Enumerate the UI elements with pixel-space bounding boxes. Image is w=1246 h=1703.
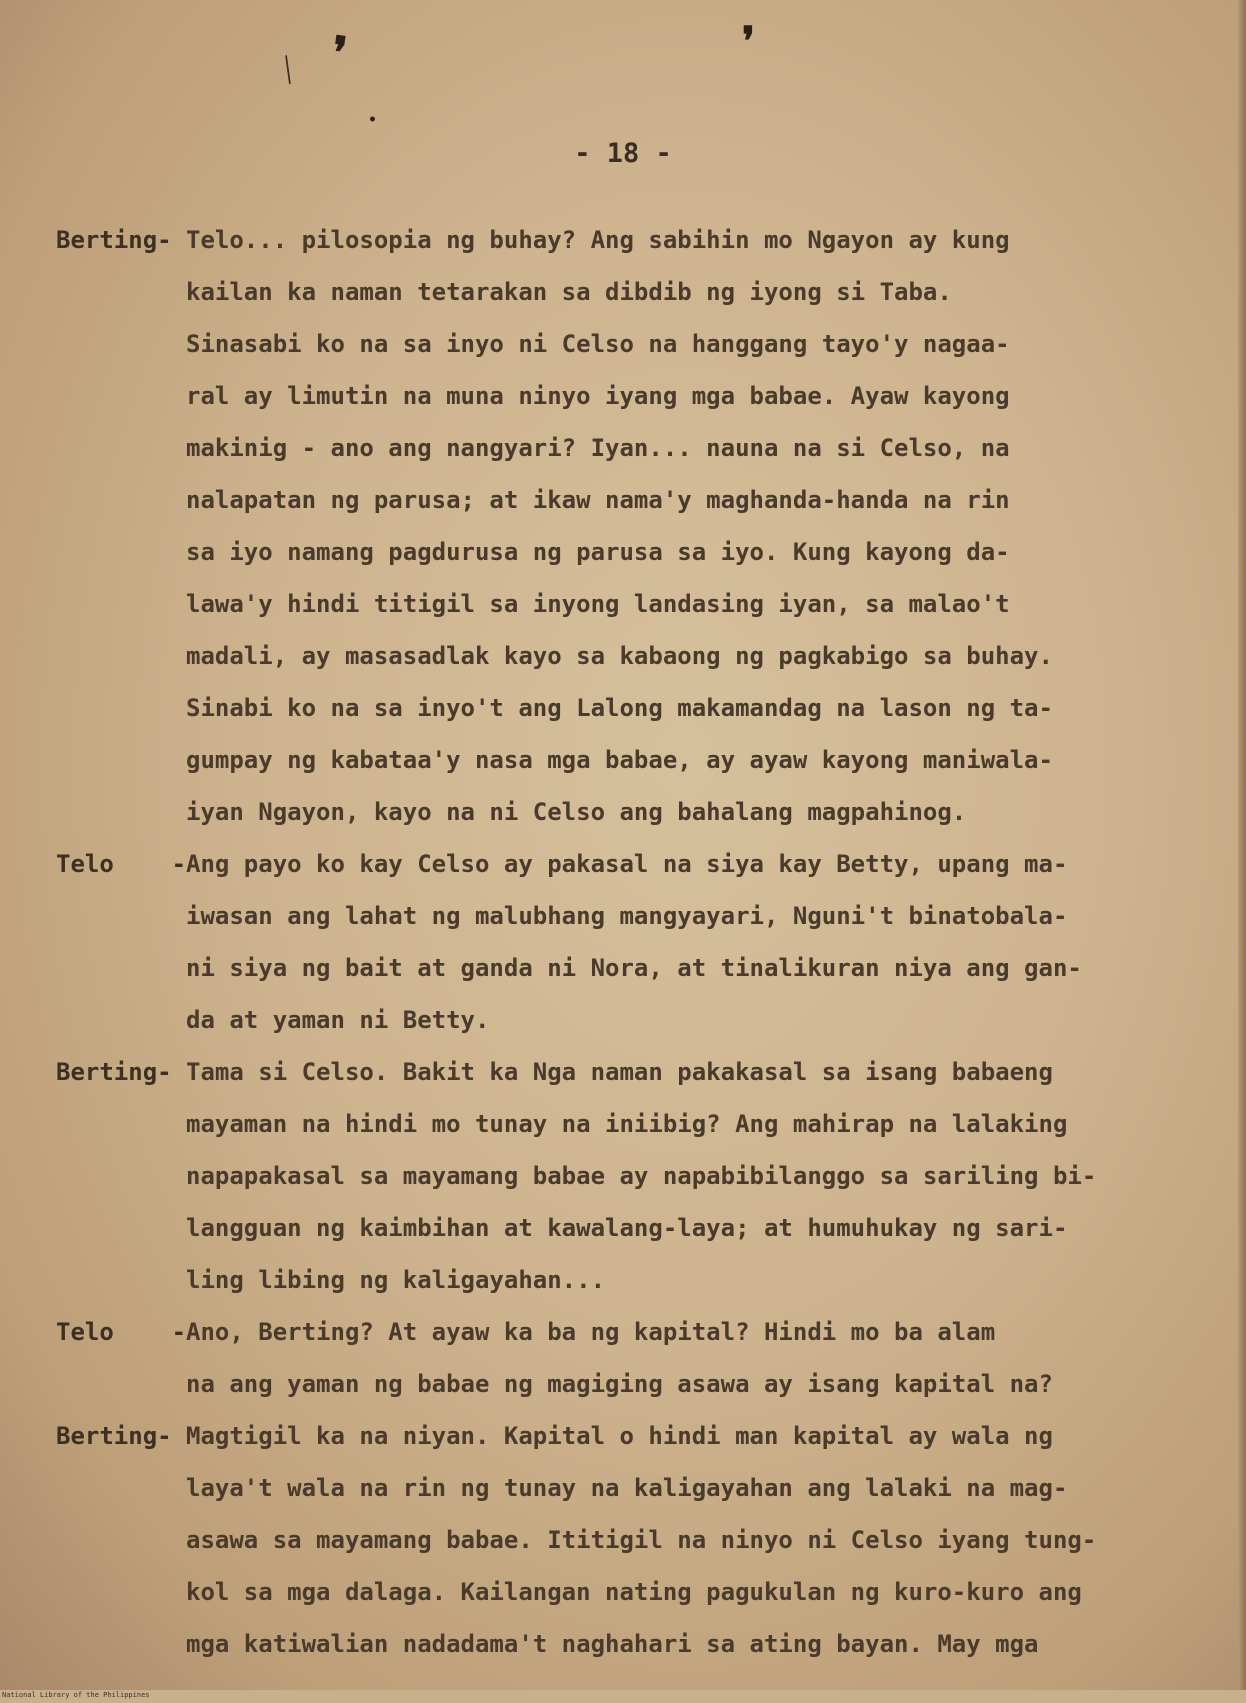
dialogue-line: langguan ng kaimbihan at kawalang-laya; at humuhukay ng sari- bbox=[186, 1214, 1068, 1242]
speaker-name: Telo - bbox=[56, 850, 201, 878]
dialogue-line: mga katiwalian nadadama't naghahari sa ating bayan. May mga bbox=[186, 1630, 1039, 1658]
dialogue-line: Magtigil ka na niyan. Kapital o hindi man kapital ay wala ng bbox=[186, 1422, 1053, 1450]
dialogue-line: ral ay limutin na muna ninyo iyang mga babae. Ayaw kayong bbox=[186, 382, 1010, 410]
dialogue-line: iyan Ngayon, kayo na ni Celso ang bahalang magpahinog. bbox=[186, 798, 967, 826]
dialogue-line: da at yaman ni Betty. bbox=[186, 1006, 490, 1034]
dialogue-line: sa iyo namang pagdurusa ng parusa sa iyo. Kung kayong da- bbox=[186, 538, 1010, 566]
dialogue-line: Sinasabi ko na sa inyo ni Celso na hanggang tayo'y nagaa- bbox=[186, 330, 1010, 358]
dialogue-body bbox=[0, 214, 1246, 1670]
speaker-name: Telo - bbox=[56, 1318, 201, 1346]
dialogue-line: asawa sa mayamang babae. Ititigil na ninyo ni Celso iyang tung- bbox=[186, 1526, 1097, 1554]
dialogue-entry bbox=[0, 838, 1246, 1046]
dialogue-lines bbox=[186, 214, 1196, 838]
dialogue-entry bbox=[0, 1306, 1246, 1410]
dialogue-line: makinig - ano ang nangyari? Iyan... nauna na si Celso, na bbox=[186, 434, 1010, 462]
dialogue-entry bbox=[0, 1046, 1246, 1306]
dialogue-entry bbox=[0, 1410, 1246, 1670]
punch-mark-left: ❜ bbox=[328, 27, 350, 80]
dialogue-line: iwasan ang lahat ng malubhang mangyayari, Nguni't binatobala- bbox=[186, 902, 1068, 930]
dialogue-line: Ang payo ko kay Celso ay pakasal na siya kay Betty, upang ma- bbox=[186, 850, 1068, 878]
dialogue-line: Tama si Celso. Bakit ka Nga naman pakakasal sa isang babaeng bbox=[186, 1058, 1053, 1086]
dialogue-line: Telo... pilosopia ng buhay? Ang sabihin mo Ngayon ay kung bbox=[186, 226, 1010, 254]
speaker-name: Berting- bbox=[56, 226, 187, 254]
dialogue-line: kailan ka naman tetarakan sa dibdib ng iyong si Taba. bbox=[186, 278, 952, 306]
dialogue-line: madali, ay masasadlak kayo sa kabaong ng pagkabigo sa buhay. bbox=[186, 642, 1053, 670]
dialogue-line: ni siya ng bait at ganda ni Nora, at tinalikuran niya ang gan- bbox=[186, 954, 1082, 982]
pen-stroke: ╱ bbox=[276, 56, 302, 85]
dialogue-lines bbox=[186, 1410, 1196, 1670]
dialogue-line: ling libing ng kaligayahan... bbox=[186, 1266, 606, 1294]
dialogue-line: mayaman na hindi mo tunay na iniibig? Ang mahirap na lalaking bbox=[186, 1110, 1068, 1138]
dialogue-line: gumpay ng kabataa'y nasa mga babae, ay ayaw kayong maniwala- bbox=[186, 746, 1053, 774]
ink-dot: • bbox=[368, 112, 377, 128]
dialogue-lines bbox=[186, 838, 1196, 1046]
dialogue-line: lawa'y hindi titigil sa inyong landasing iyan, sa malao't bbox=[186, 590, 1010, 618]
speaker-name: Berting- bbox=[56, 1422, 187, 1450]
library-footer: National Library of the Philippines bbox=[2, 1691, 150, 1699]
dialogue-entry bbox=[0, 214, 1246, 838]
dialogue-line: laya't wala na rin ng tunay na kaligayahan ang lalaki na mag- bbox=[186, 1474, 1068, 1502]
punch-mark-right: ❜ bbox=[742, 18, 755, 65]
dialogue-lines bbox=[186, 1046, 1196, 1306]
dialogue-line: na ang yaman ng babae ng magiging asawa ay isang kapital na? bbox=[186, 1370, 1053, 1398]
dialogue-line: napapakasal sa mayamang babae ay napabibilanggo sa sariling bi- bbox=[186, 1162, 1097, 1190]
page-number: - 18 - bbox=[574, 138, 672, 169]
dialogue-line: Ano, Berting? At ayaw ka ba ng kapital? Hindi mo ba alam bbox=[186, 1318, 996, 1346]
dialogue-line: Sinabi ko na sa inyo't ang Lalong makamandag na lason ng ta- bbox=[186, 694, 1053, 722]
dialogue-line: nalapatan ng parusa; at ikaw nama'y maghanda-handa na rin bbox=[186, 486, 1010, 514]
speaker-name: Berting- bbox=[56, 1058, 187, 1086]
dialogue-line: kol sa mga dalaga. Kailangan nating pagukulan ng kuro-kuro ang bbox=[186, 1578, 1082, 1606]
dialogue-lines bbox=[186, 1306, 1196, 1410]
